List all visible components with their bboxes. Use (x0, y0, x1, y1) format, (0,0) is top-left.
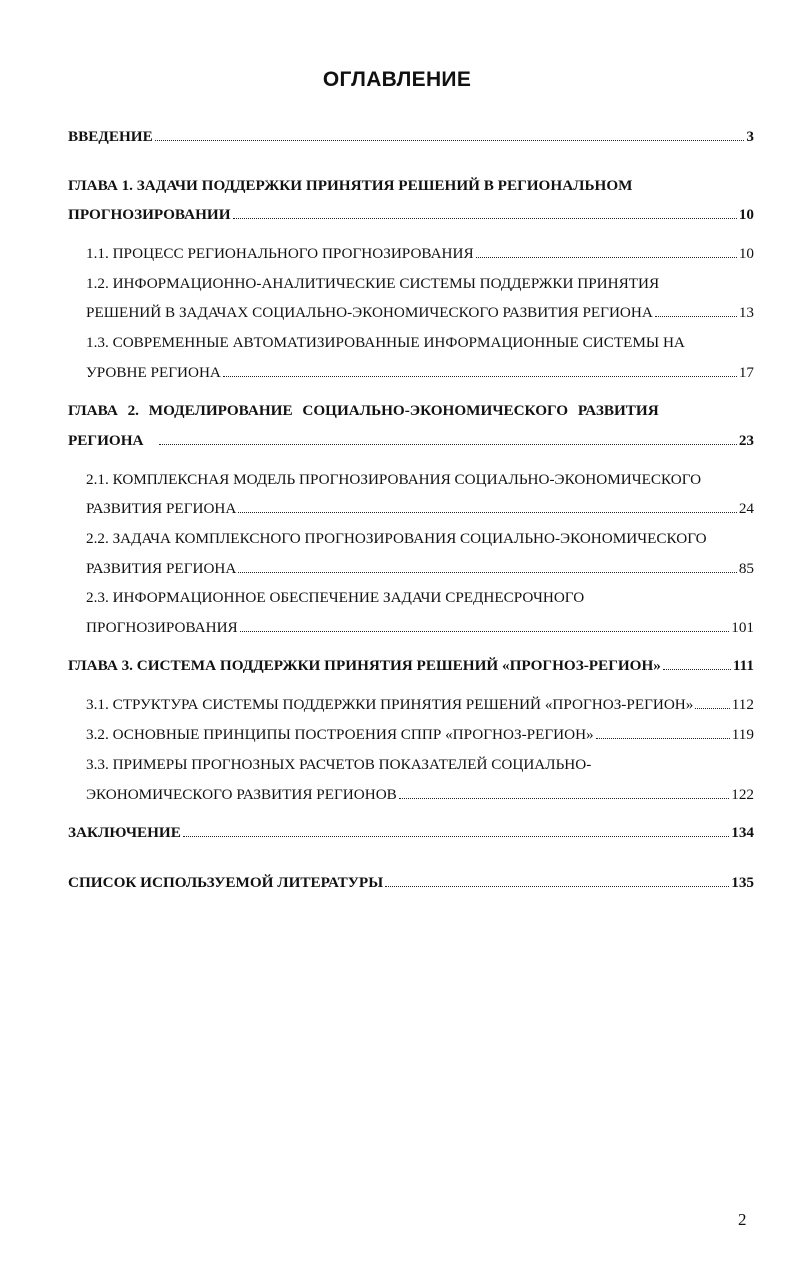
dot-leader (695, 708, 729, 709)
toc-entry-1-2-title[interactable]: 1.2. ИНФОРМАЦИОННО-АНАЛИТИЧЕСКИЕ СИСТЕМЫ ПОДДЕРЖКИ ПРИНЯТИЯ (86, 275, 660, 292)
dot-leader (596, 738, 730, 739)
toc-entry-references[interactable] (68, 873, 754, 893)
toc-page-number: 134 (731, 824, 754, 841)
toc-entry-label: УРОВНЕ РЕГИОНА (86, 364, 221, 381)
toc-entry-label: ПРОГНОЗИРОВАНИЯ (86, 619, 238, 636)
toc-entry-3-3[interactable] (86, 785, 754, 805)
dot-leader (238, 572, 736, 573)
toc-entry-3-3-title[interactable]: 3.3. ПРИМЕРЫ ПРОГНОЗНЫХ РАСЧЕТОВ ПОКАЗАТЕЛЕЙ СОЦИАЛЬНО- (86, 756, 592, 773)
toc-entry-label: ЗАКЛЮЧЕНИЕ (68, 824, 181, 841)
dot-leader (155, 140, 745, 141)
toc-page-number: 17 (738, 364, 754, 381)
toc-page-number: 23 (738, 432, 754, 449)
toc-entry-2-1[interactable] (86, 499, 754, 519)
toc-entry-chapter-3[interactable] (68, 656, 754, 676)
dot-leader (476, 257, 737, 258)
toc-entry-label: РАЗВИТИЯ РЕГИОНА (86, 560, 237, 577)
toc-page-number: 13 (738, 304, 754, 321)
toc-entry-label: ПРОГНОЗИРОВАНИИ (68, 206, 231, 223)
toc-page-number: 135 (731, 874, 754, 891)
dot-leader (663, 669, 731, 670)
toc-entry-label: РЕГИОНА (68, 432, 144, 449)
toc-entry-2-1-title[interactable]: 2.1. КОМПЛЕКСНАЯ МОДЕЛЬ ПРОГНОЗИРОВАНИЯ СОЦИАЛЬНО-ЭКОНОМИЧЕСКОГО (86, 471, 702, 488)
toc-entry-2-3-title[interactable]: 2.3. ИНФОРМАЦИОННОЕ ОБЕСПЕЧЕНИЕ ЗАДАЧИ СРЕДНЕСРОЧНОГО (86, 589, 585, 606)
toc-entry-1-2[interactable] (86, 303, 754, 323)
toc-entry-label: ВВЕДЕНИЕ (68, 128, 153, 145)
toc-page-number: 119 (731, 726, 754, 743)
toc-entry-label: 3.1. СТРУКТУРА СИСТЕМЫ ПОДДЕРЖКИ ПРИНЯТИЯ РЕШЕНИЙ «ПРОГНОЗ-РЕГИОН» (86, 696, 694, 713)
page-title: ОГЛАВЛЕНИЕ (322, 68, 472, 91)
toc-page-number: 24 (738, 500, 754, 517)
toc-entry-chapter-2[interactable] (68, 431, 754, 451)
toc-entry-3-2[interactable] (86, 725, 754, 745)
dot-leader (399, 798, 729, 799)
toc-entry-2-3[interactable] (86, 618, 754, 638)
dot-leader (240, 631, 730, 632)
toc-page-number: 10 (738, 206, 754, 223)
toc-page-number: 3 (746, 128, 754, 145)
dot-leader (223, 376, 737, 377)
toc-page-number: 122 (731, 786, 754, 803)
dot-leader (183, 836, 729, 837)
toc-page-number: 111 (732, 657, 754, 674)
page-number: 2 (738, 1210, 747, 1229)
toc-entry-label: ЭКОНОМИЧЕСКОГО РАЗВИТИЯ РЕГИОНОВ (86, 786, 397, 803)
dot-leader (655, 316, 737, 317)
toc-entry-2-2[interactable] (86, 559, 754, 579)
dot-leader (385, 886, 729, 887)
toc-entry-label: РАЗВИТИЯ РЕГИОНА (86, 500, 237, 517)
toc-entry-chapter-1[interactable] (68, 205, 754, 225)
toc-entry-label: 3.2. ОСНОВНЫЕ ПРИНЦИПЫ ПОСТРОЕНИЯ СППР «ПРОГНОЗ-РЕГИОН» (86, 726, 594, 743)
toc-entry-2-2-title[interactable]: 2.2. ЗАДАЧА КОМПЛЕКСНОГО ПРОГНОЗИРОВАНИЯ СОЦИАЛЬНО-ЭКОНОМИЧЕСКОГО (86, 530, 707, 547)
toc-entry-3-1[interactable] (86, 695, 754, 715)
toc-page-number: 112 (731, 696, 754, 713)
toc-entry-1-3-title[interactable]: 1.3. СОВРЕМЕННЫЕ АВТОМАТИЗИРОВАННЫЕ ИНФОРМАЦИОННЫЕ СИСТЕМЫ НА (86, 334, 685, 351)
toc-entry-label: ГЛАВА 3. СИСТЕМА ПОДДЕРЖКИ ПРИНЯТИЯ РЕШЕНИЙ «ПРОГНОЗ-РЕГИОН» (68, 657, 661, 674)
dot-leader (159, 444, 736, 445)
toc-entry-intro[interactable] (68, 127, 754, 147)
toc-chapter-1-title[interactable]: ГЛАВА 1. ЗАДАЧИ ПОДДЕРЖКИ ПРИНЯТИЯ РЕШЕНИЙ В РЕГИОНАЛЬНОМ (68, 177, 633, 194)
dot-leader (233, 218, 737, 219)
toc-page-number: 85 (738, 560, 754, 577)
toc-chapter-2-title[interactable]: ГЛАВА 2. МОДЕЛИРОВАНИЕ СОЦИАЛЬНО-ЭКОНОМИЧЕСКОГО РАЗВИТИЯ (68, 402, 659, 419)
toc-page-number: 101 (731, 619, 754, 636)
toc-entry-label: РЕШЕНИЙ В ЗАДАЧАХ СОЦИАЛЬНО-ЭКОНОМИЧЕСКОГО РАЗВИТИЯ РЕГИОНА (86, 304, 653, 321)
toc-entry-label: 1.1. ПРОЦЕСС РЕГИОНАЛЬНОГО ПРОГНОЗИРОВАНИЯ (86, 245, 474, 262)
dot-leader (238, 512, 736, 513)
toc-page-number: 10 (738, 245, 754, 262)
toc-entry-label: СПИСОК ИСПОЛЬЗУЕМОЙ ЛИТЕРАТУРЫ (68, 874, 384, 891)
toc-entry-conclusion[interactable] (68, 823, 754, 843)
toc-entry-1-3[interactable] (86, 363, 754, 383)
toc-entry-1-1[interactable] (86, 244, 754, 264)
